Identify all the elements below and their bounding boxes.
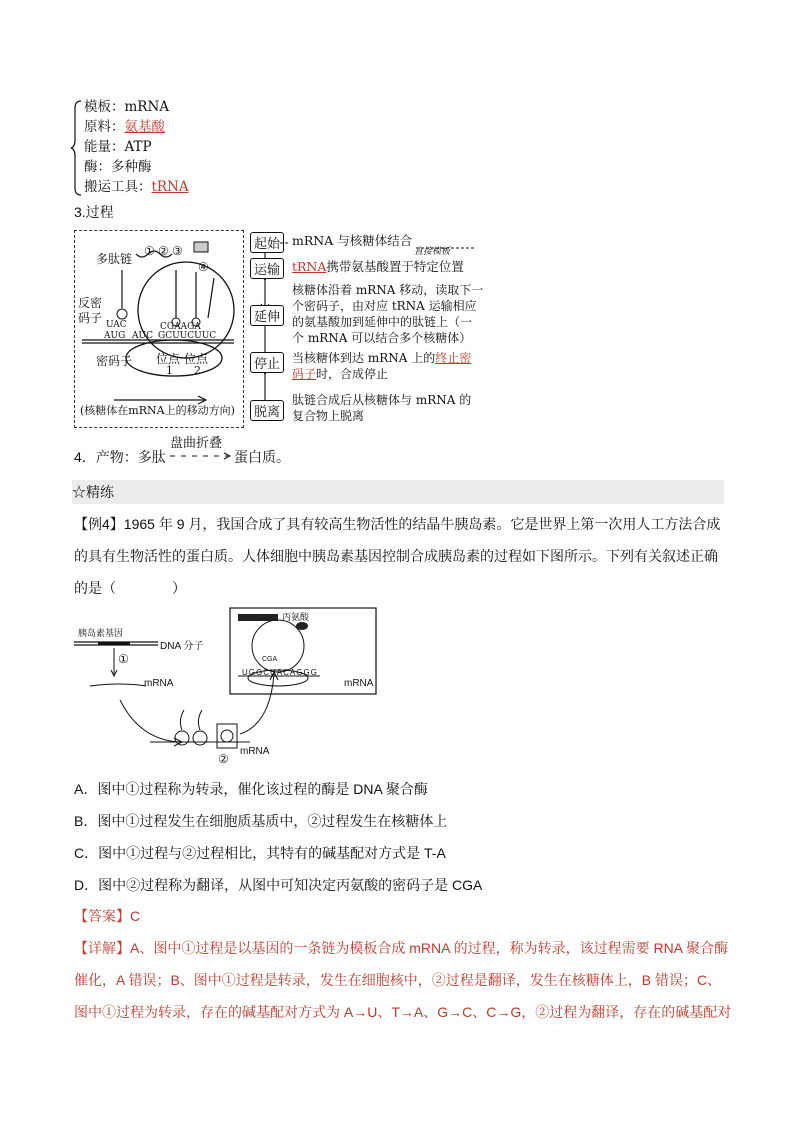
aug-text: AUG (104, 331, 126, 341)
circle-1: ① (144, 244, 155, 258)
answer-label: 【答案】 (74, 908, 130, 924)
site1-label: 位点 (156, 352, 181, 366)
dashed-arrow (168, 450, 234, 462)
question-line: 的是（ ） (74, 580, 186, 596)
step-tag-transport: 运输 (250, 258, 284, 279)
product-prefix: 4．产物：多肽 (74, 449, 166, 465)
step-tag-release: 脱离 (250, 400, 284, 421)
summary-item (84, 177, 189, 197)
summary-value: 多种酶 (111, 159, 152, 175)
circle-3: ③ (172, 244, 183, 258)
arrow-label: 盘曲折叠 (170, 435, 223, 450)
elongation-line: 个 mRNA 可以结合多个核糖体） (292, 331, 472, 345)
detail-text: A、图中①过程是以基因的一条链为模板合成 mRNA 的过程，称为转录，该过程需要 RNA 聚合酶 (130, 940, 729, 956)
elongation-line: 个密码子，由对应 tRNA 运输相应 (292, 299, 477, 313)
auc-text: AUC (132, 331, 153, 341)
mrna-label: mRNA (344, 678, 374, 689)
summary-value: mRNA (124, 99, 170, 115)
mrna-label: mRNA (240, 746, 270, 757)
step-text-start: mRNA 与核糖体结合 (292, 233, 413, 248)
step-text-transport (292, 257, 464, 277)
highlight-text: tRNA (292, 259, 327, 274)
circle-4: ④ (198, 260, 209, 274)
detail-label: 【详解】 (74, 940, 130, 956)
step-text-stop (292, 350, 482, 382)
mrna-label: mRNA (144, 678, 174, 689)
summary-value: 氨基酸 (124, 119, 165, 135)
option-b: B．图中①过程发生在细胞质基质中，②过程发生在核糖体上 (74, 813, 448, 829)
handwritten-note: 直接模板 (414, 247, 451, 257)
gcuucuuc-text: GCUUCUUC (158, 331, 217, 341)
summary-label: 模板： (84, 99, 125, 115)
summary-value: tRNA (151, 179, 189, 195)
step-text: 时，合成停止 (316, 367, 389, 381)
site2-number: 2 (194, 364, 201, 377)
summary-item (84, 97, 169, 117)
anticodon-label: 反密码子 (78, 296, 103, 325)
alanine-label: 丙氨酸 (282, 612, 310, 622)
summary-label: 能量： (84, 139, 125, 155)
answer-line (74, 902, 140, 931)
product-suffix: 蛋白质。 (234, 449, 290, 465)
sequence-text: UGGCUACAGGG (242, 668, 318, 677)
elongation-line: 的氨基酸加到延伸中的肽链上（一 (292, 315, 473, 329)
question-line: 【例4】1965 年 9 月，我国合成了具有较高生物活性的结晶牛胰岛素。它是世界上第一次用人工方法合成 (74, 516, 721, 532)
option-c: C．图中①过程与②过程相比，其特有的碱基配对方式是 T-A (74, 845, 446, 861)
step-tag-elongation: 延伸 (250, 305, 284, 326)
highlight-text: 终止密码子 (292, 351, 472, 381)
polypeptide-label: 多肽链 (96, 252, 133, 266)
codon-label: 密码子 (96, 354, 133, 368)
dna-label: DNA 分子 (160, 641, 204, 652)
option-d: D．图中②过程称为翻译，从图中可知决定丙氨酸的密码子是 CGA (74, 877, 483, 893)
step-text-elongation (292, 282, 483, 346)
process-heading: 3.过程 (74, 204, 114, 220)
elongation-line: 核糖体沿着 mRNA 移动，读取下一 (292, 283, 484, 297)
summary-item (84, 137, 152, 157)
step-text: 携带氨基酸置于特定位置 (326, 259, 464, 274)
left-brace (70, 100, 82, 196)
step-text-release (292, 392, 471, 424)
answer-value: C (130, 908, 141, 924)
release-line: 肽链合成后从核糖体与 mRNA 的 (292, 393, 472, 407)
detail-line (74, 934, 728, 963)
summary-label: 原料： (84, 119, 125, 135)
step-text: 当核糖体到达 mRNA 上的 (292, 351, 436, 365)
site2-label: 位点 (184, 352, 209, 366)
summary-item (84, 157, 152, 177)
detail-line: 催化，A 错误；B、图中①过程是转录，发生在细胞核中，②过程是翻译，发生在核糖体上，B 错误；C、 (74, 972, 722, 988)
cgaaga-text: CGAAGA (160, 322, 201, 332)
circle-2: ② (158, 244, 169, 258)
step-tag-stop: 停止 (250, 352, 284, 373)
movement-direction-label: (核糖体在mRNA上的移动方向) (80, 404, 235, 417)
practice-header: ☆精练 (72, 480, 724, 504)
uac-text: UAC (106, 320, 127, 330)
summary-value: ATP (124, 139, 152, 155)
site1-number: 1 (166, 364, 173, 377)
step2-label: ② (218, 752, 229, 766)
summary-label: 搬运工具： (84, 179, 152, 195)
summary-item (84, 117, 165, 137)
step-tag-start: 起始 (250, 232, 284, 253)
step1-label: ① (118, 652, 129, 666)
anticodon-text: CGA (262, 656, 278, 663)
option-a: A．图中①过程称为转录，催化该过程的酶是 DNA 聚合酶 (74, 781, 428, 797)
release-line: 复合物上脱离 (292, 409, 365, 423)
summary-label: 酶： (84, 159, 111, 175)
gene-label: 胰岛素基因 (78, 628, 124, 638)
question-line: 的具有生物活性的蛋白质。人体细胞中胰岛素基因控制合成胰岛素的过程如下图所示。下列有关叙述正确 (74, 548, 718, 564)
detail-line: 图中①过程为转录，存在的碱基配对方式为 A→U、T→A、G→C、C→G，②过程为翻译，存在的碱基配对 (74, 1004, 732, 1020)
